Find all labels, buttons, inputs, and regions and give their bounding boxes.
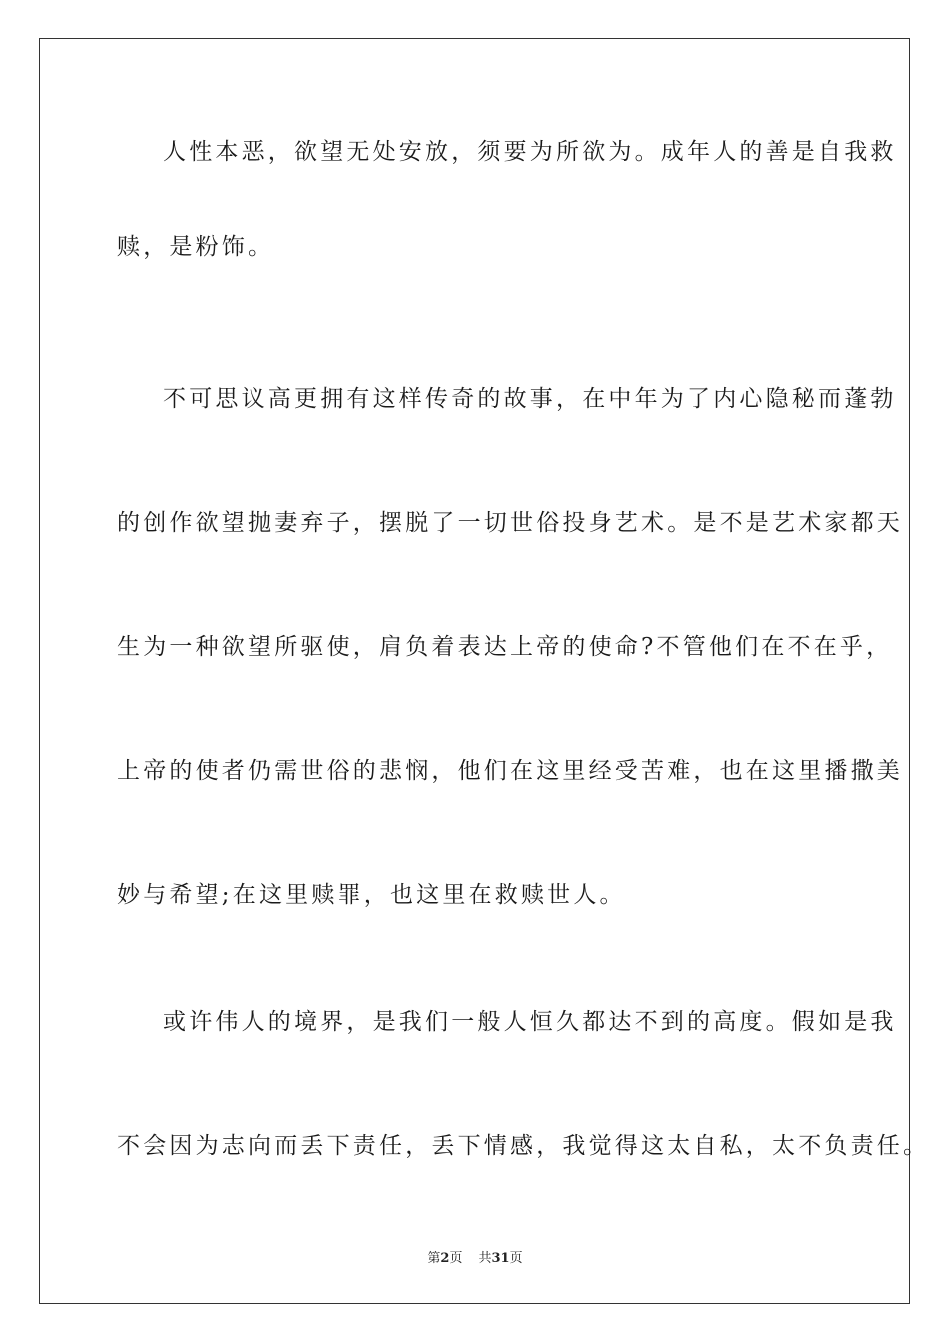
total-pages: 31 [491, 1251, 510, 1266]
total-suffix: 页 [509, 1251, 523, 1266]
paragraph-2-line-3: 生为一种欲望所驱使，肩负着表达上帝的使命?不管他们在不在乎， [117, 634, 893, 660]
paragraph-3-line-2: 不会因为志向而丢下责任，丢下情感，我觉得这太自私，太不负责任。 [117, 1133, 930, 1159]
paragraph-1-line-1: 人性本恶，欲望无处安放，须要为所欲为。成年人的善是自我救 [163, 139, 897, 165]
total-prefix: 共 [478, 1251, 492, 1266]
paragraph-2-line-5: 妙与希望;在这里赎罪，也这里在救赎世人。 [117, 882, 626, 908]
page-frame [39, 38, 910, 1304]
page-suffix: 页 [449, 1251, 463, 1266]
paragraph-1-line-2: 赎，是粉饰。 [117, 234, 275, 260]
paragraph-3-line-1: 或许伟人的境界，是我们一般人恒久都达不到的高度。假如是我 [163, 1009, 897, 1035]
page-number: 2 [440, 1251, 450, 1266]
page-prefix: 第 [427, 1251, 441, 1266]
paragraph-2-line-1: 不可思议高更拥有这样传奇的故事，在中年为了内心隐秘而蓬勃 [163, 386, 897, 412]
paragraph-2-line-2: 的创作欲望抛妻弃子，摆脱了一切世俗投身艺术。是不是艺术家都天 [117, 510, 903, 536]
page-footer [0, 1247, 950, 1266]
paragraph-2-line-4: 上帝的使者仍需世俗的悲悯，他们在这里经受苦难，也在这里播撒美 [117, 758, 903, 784]
